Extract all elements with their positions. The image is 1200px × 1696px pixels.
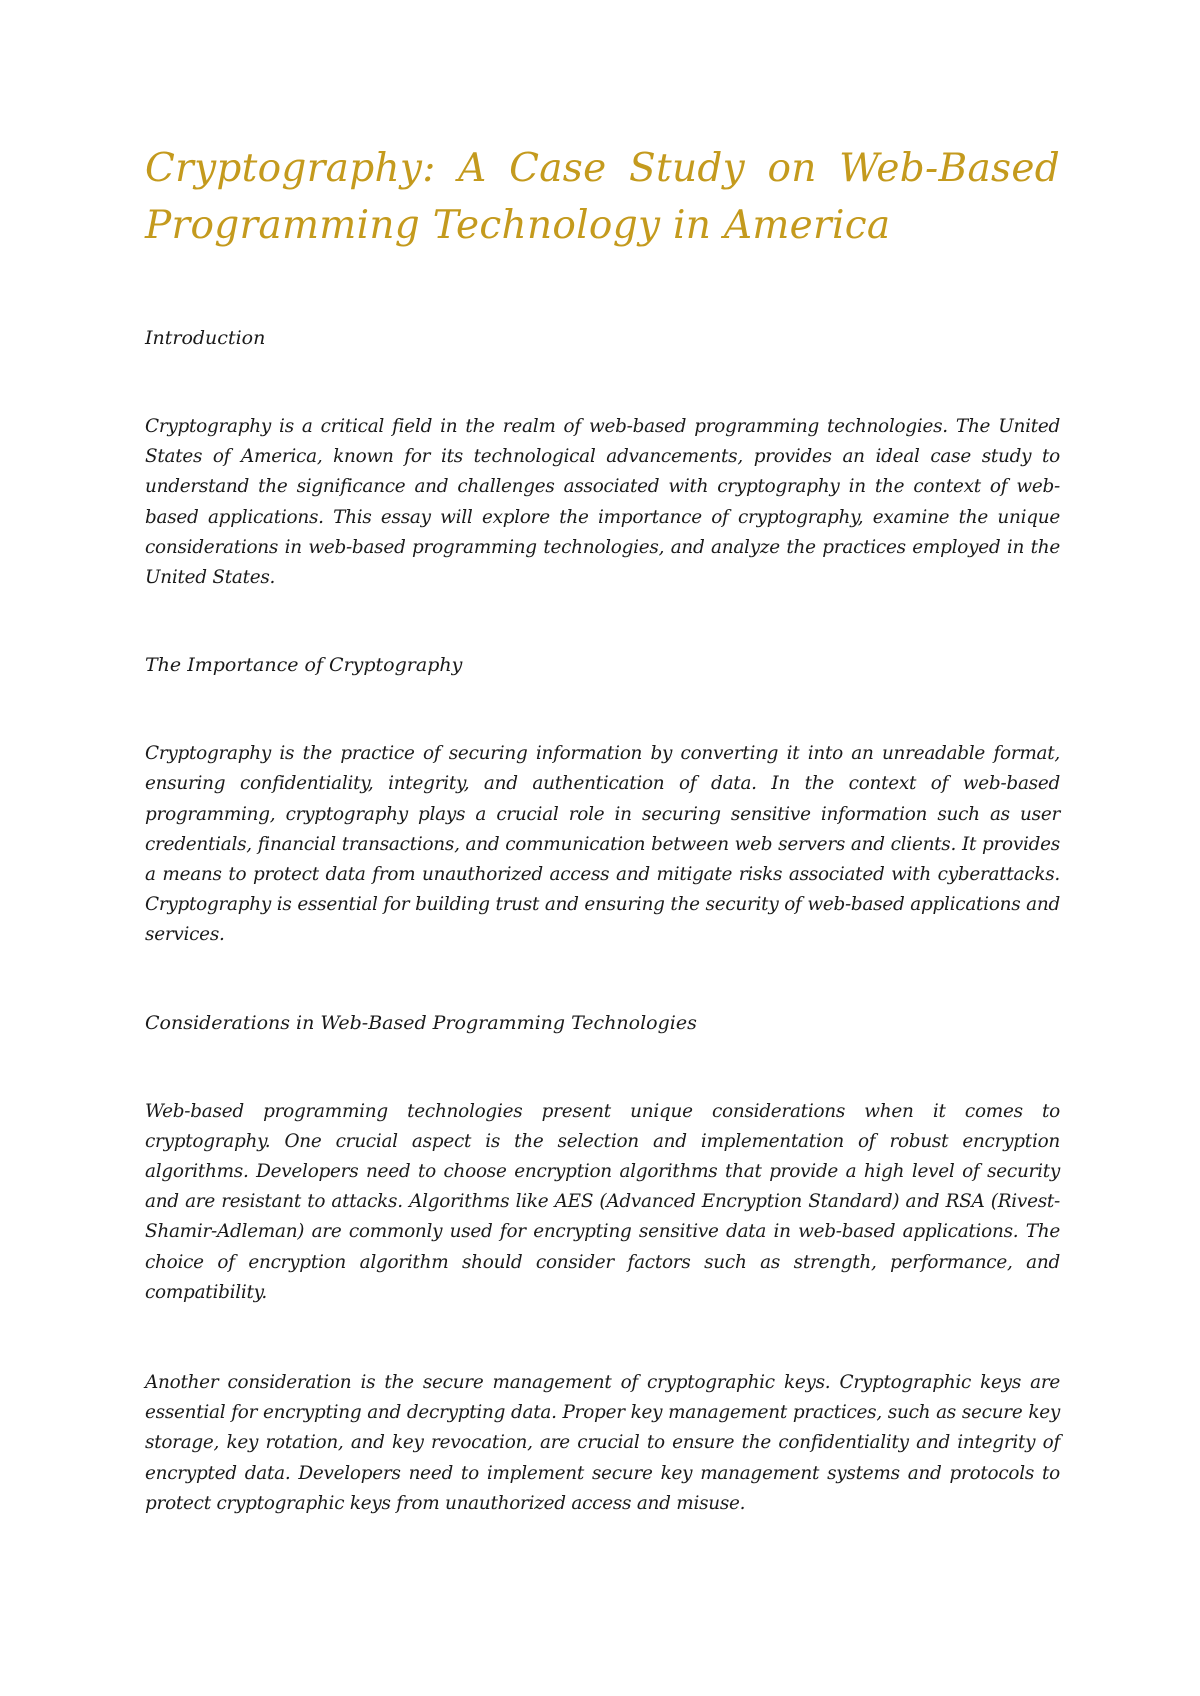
paragraph-considerations-1: Web-based programming technologies present unique considerations when it comes to cryptography. One crucial aspect is the selection and implementation of robust encryption algorithms. Developers need to choose encryption algorithms that provide a high level of security and are resistant to attacks. Algorithms like AES (Advanced Encryption Standard) and RSA (Rivest-Shamir-Adleman) are commonly used for encrypting sensitive data in web-based applications. The choice of encryption algorithm should consider factors such as strength, performance, and compatibility.: [145, 1100, 1060, 1303]
section-heading-importance: The Importance of Cryptography: [145, 654, 463, 677]
paragraph-importance: Cryptography is the practice of securing information by converting it into an unreadable format, ensuring confidentiality, integrity, and authentication of data. In the context of web-based programming, cryptography plays a crucial role in securing sensitive information such as user credentials, financial transactions, and communication between web servers and clients. It provides a means to protect data from unauthorized access and mitigate risks associated with cyberattacks. Cryptography is essential for building trust and ensuring the security of web-based applications and services.: [145, 743, 1060, 946]
section-heading-introduction: Introduction: [145, 327, 266, 349]
document-title: Cryptography: A Case Study on Web-Based Programming Technology in America: [145, 146, 1060, 248]
section-heading-considerations: Considerations in Web-Based Programming Technologies: [145, 1011, 697, 1034]
paragraph-considerations-2: Another consideration is the secure management of cryptographic keys. Cryptographic keys are essential for encrypting and decrypting data. Proper key management practices, such as secure key storage, key rotation, and key revocation, are crucial to ensure the confidentiality and integrity of encrypted data. Developers need to implement secure key management systems and protocols to protect cryptographic keys from unauthorized access and misuse.: [145, 1372, 1060, 1514]
paragraph-introduction: Cryptography is a critical field in the realm of web-based programming technologies. The United States of America, known for its technological advancements, provides an ideal case study to understand the significance and challenges associated with cryptography in the context of web-based applications. This essay will explore the importance of cryptography, examine the unique considerations in web-based programming technologies, and analyze the practices employed in the United States.: [145, 416, 1060, 589]
document-page: [145, 140, 1060, 1519]
